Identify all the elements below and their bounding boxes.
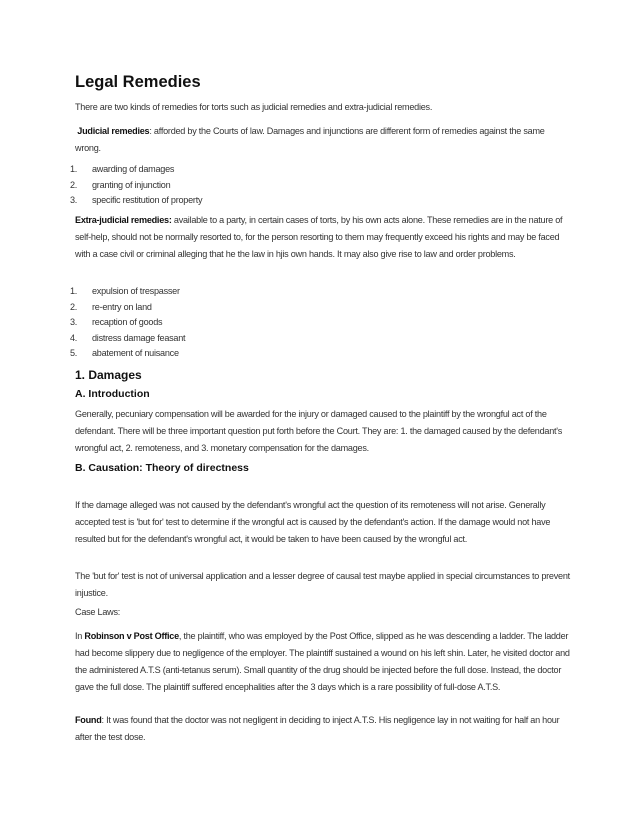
but-for-paragraph: The 'but for' test is not of universal application and a lesser degree of causal test maybe applied in special circumstances to prevent injustice.	[75, 571, 570, 598]
extra-judicial-paragraph	[75, 212, 570, 263]
list-item: 3. recaption of goods	[70, 317, 163, 328]
list-item: 4. distress damage feasant	[70, 332, 186, 343]
judicial-remedies-paragraph	[75, 123, 570, 157]
list-item: 5. abatement of nuisance	[70, 348, 179, 359]
judicial-remedies-text: : afforded by the Courts of law. Damages and injunctions are different form of remedies against the same wrong.	[75, 126, 545, 153]
found-label: Found	[75, 715, 102, 725]
section-heading-damages: 1. Damages	[75, 368, 142, 382]
page-title: Legal Remedies	[75, 73, 201, 91]
list-item: 2. re-entry on land	[70, 301, 152, 312]
extra-judicial-list	[70, 284, 186, 362]
list-item: 3. specific restitution of property	[70, 195, 203, 206]
judicial-remedies-list	[70, 162, 203, 209]
found-paragraph: Found: It was found that the doctor was not negligent in deciding to inject A.T.S. His negligence lay in not waiting for half an hour after the test dose.	[75, 715, 560, 742]
case-laws-label: Case Laws:	[75, 607, 121, 617]
list-item: 1. awarding of damages	[70, 164, 175, 174]
list-item: 2. granting of injunction	[70, 179, 171, 190]
damages-intro-paragraph: Generally, pecuniary compensation will be awarded for the injury or damaged caused to the plaintiff by the wrongful act of the defendant. There will be three important question put forth before the Court. They are: 1. the damaged caused by the defendant's wrongful act, 2. remoteness, and 3. monetary compensation for the damages.	[75, 409, 563, 453]
judicial-remedies-label: Judicial remedies	[77, 126, 150, 136]
case-name: Robinson v Post Office	[84, 631, 179, 641]
causation-paragraph: If the damage alleged was not caused by the defendant's wrongful act the question of its remoteness will not arise. Generally accepted test is 'but for' test to determine if the wrongful act is caused by the defendant's action. If the damage would not have resulted but for the defendant's wrongful act, it would be taken to have been caused by the wrongful act.	[75, 500, 551, 544]
intro-paragraph: There are two kinds of remedies for torts such as judicial remedies and extra-judicial remedies.	[75, 102, 433, 112]
extra-judicial-text: available to a party, in certain cases of torts, by his own acts alone. These remedies are in the nature of self-help, should not be normally resorted to, for the person resorting to them may frequently exceed his rights and may be faced with a case civil or criminal alleging that he the law in hjis own hands. It may also give rise to law and order problems.	[75, 215, 563, 259]
list-item: 1. expulsion of trespasser	[70, 286, 180, 296]
case-paragraph: In Robinson v Post Office, the plaintiff, who was employed by the Post Office, slipped as he was descending a ladder. The ladder had become slippery due to negligence of the employer. The plaintiff sustained a wound on his left shin. Later, he visited doctor and the administered A.T.S (anti-tetanus serum). Small quantity of the drug should be injected before the full dose. Instead, the doctor gave the full dose. The plaintiff suffered encephalities after the 3 days which is a rare possibility of full-dose A.T.S.	[75, 631, 570, 692]
subheading-introduction: A. Introduction	[75, 388, 150, 400]
extra-judicial-label: Extra-judicial remedies:	[75, 215, 172, 225]
subheading-causation: B. Causation: Theory of directness	[75, 462, 249, 474]
